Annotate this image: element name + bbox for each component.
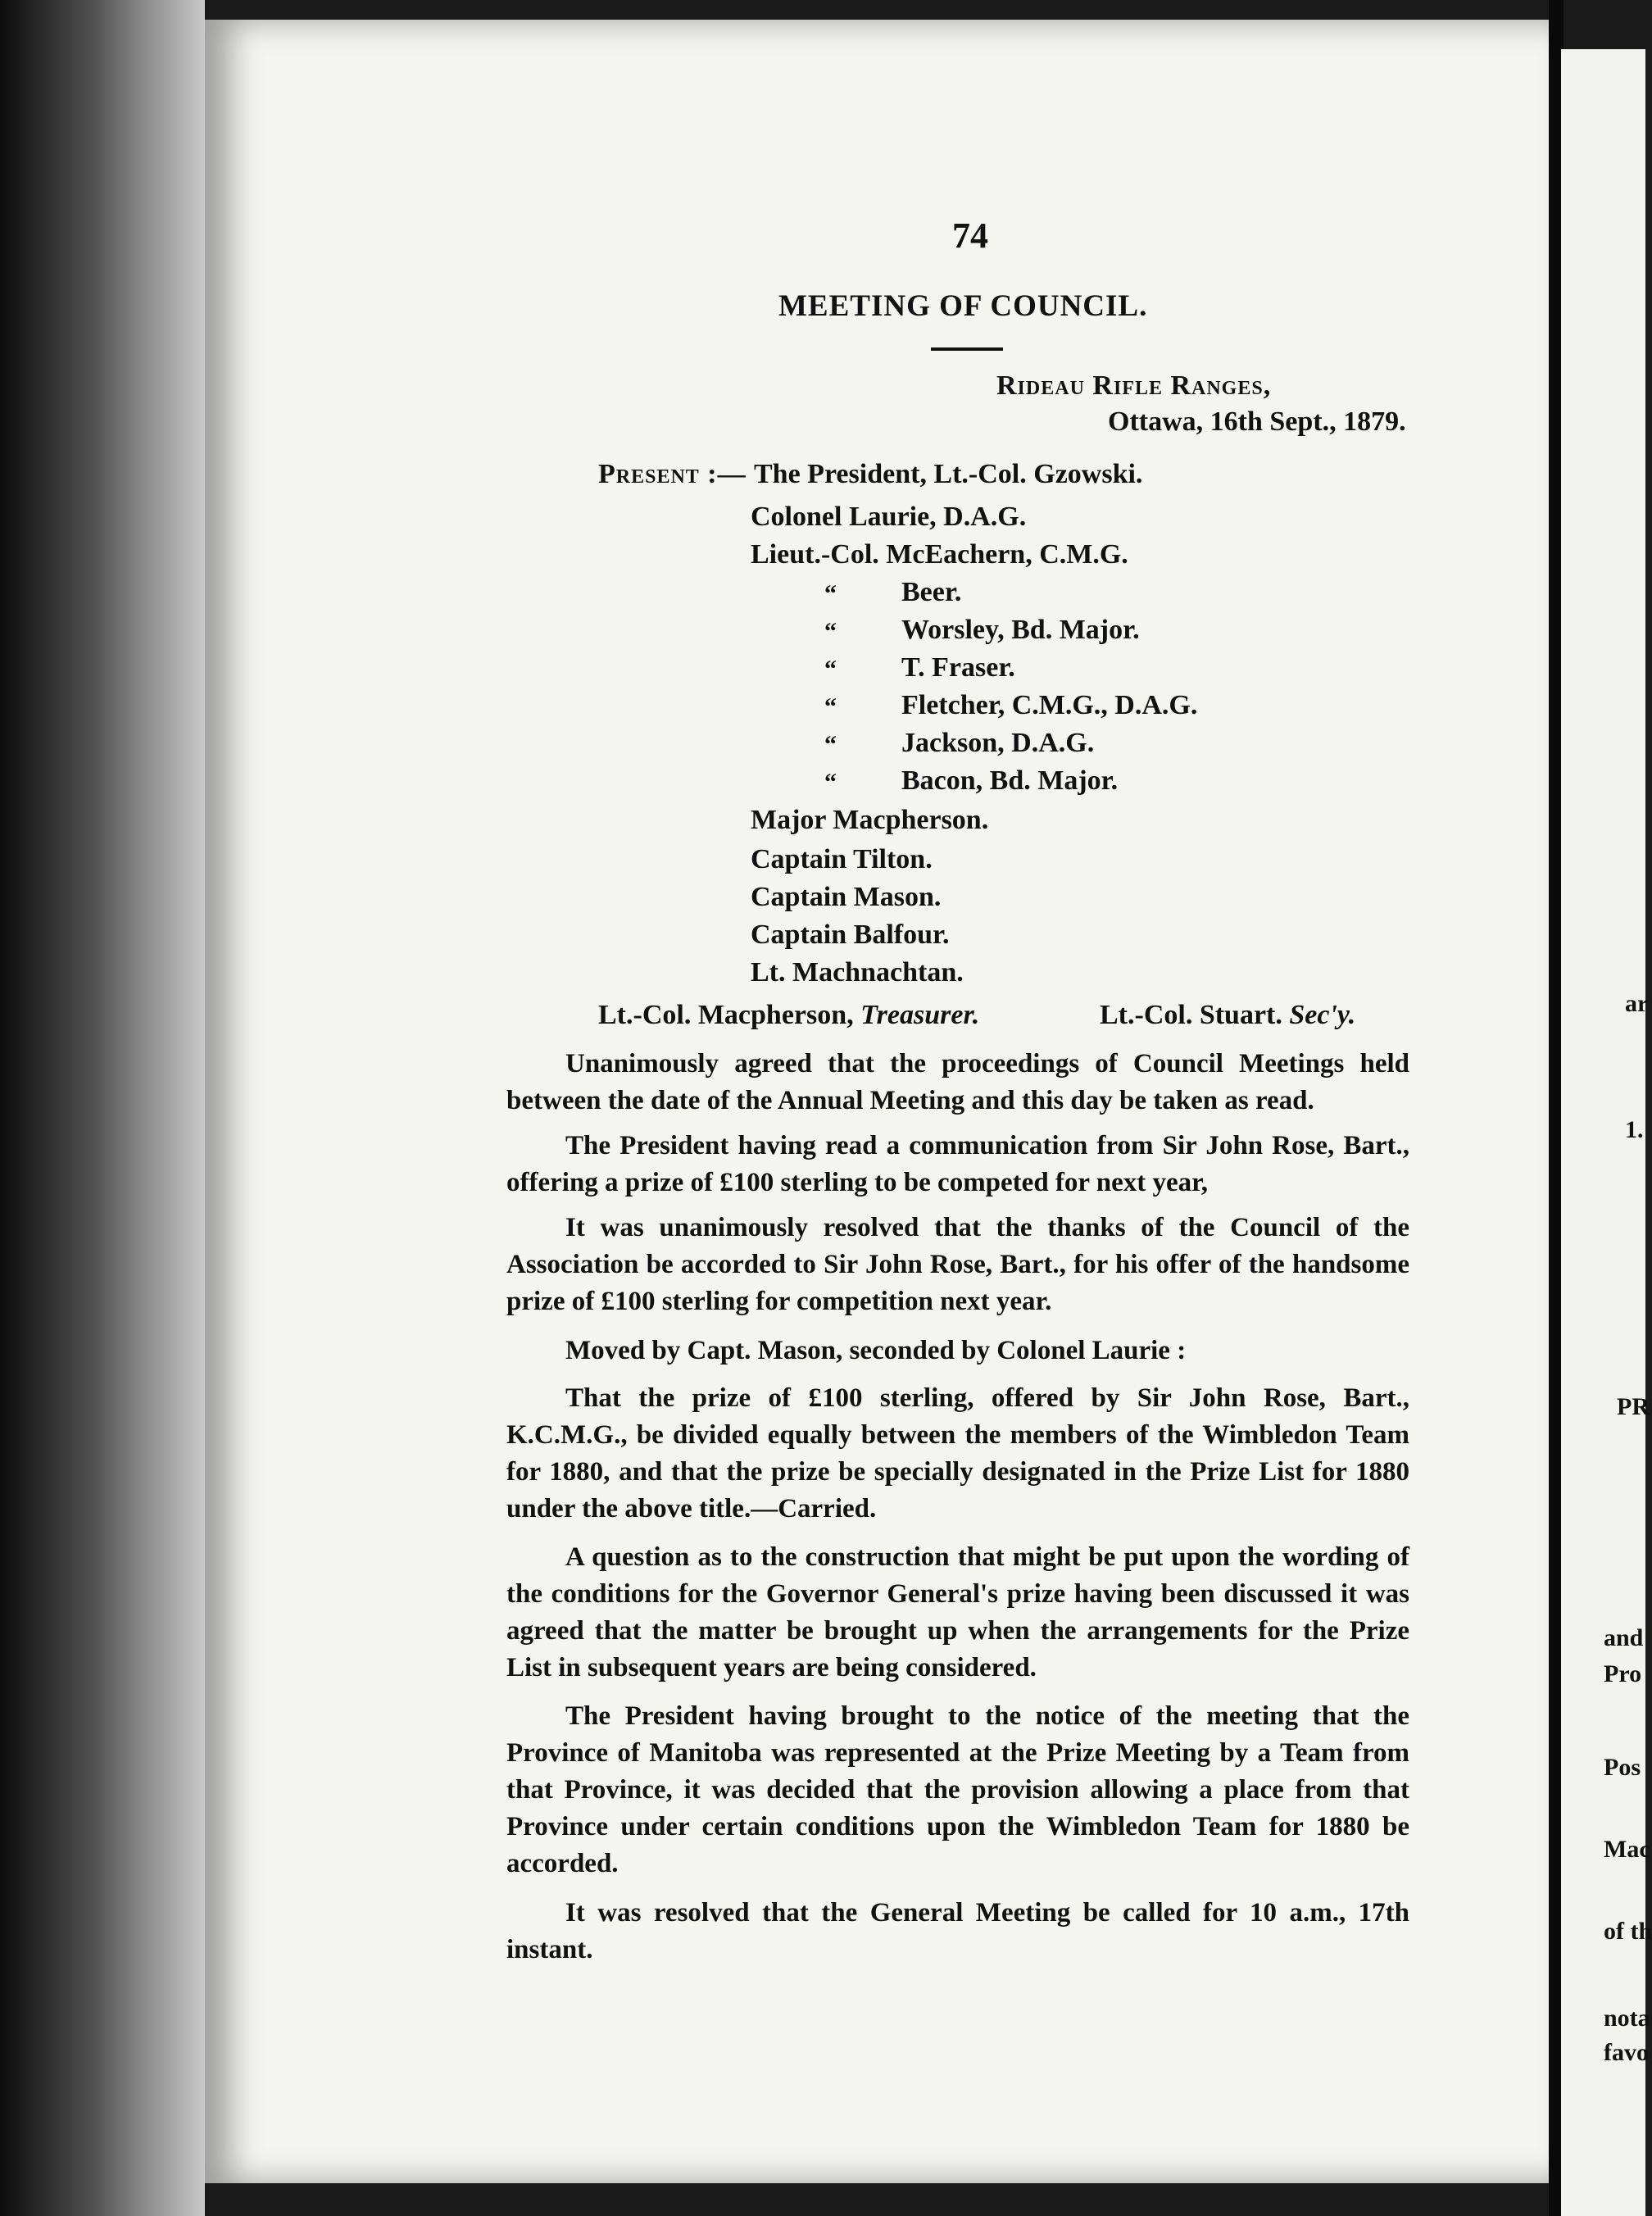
page-title: MEETING OF COUNCIL. xyxy=(778,289,1148,323)
facing-fragment: nota xyxy=(1604,2005,1650,2032)
member-entry: Jackson, D.A.G. xyxy=(901,728,1095,758)
member-entry: Major Macpherson. xyxy=(751,805,989,835)
ditto-mark: “ xyxy=(824,656,837,683)
ditto-mark: “ xyxy=(824,769,837,796)
present-president: The President, Lt.-Col. Gzowski. xyxy=(754,459,1143,489)
facing-fragment: Pro xyxy=(1604,1660,1642,1687)
present-label: Present :— xyxy=(598,459,747,489)
secretary-title: Sec'y. xyxy=(1289,1000,1356,1030)
facing-fragment: ar xyxy=(1625,990,1649,1017)
minutes-paragraph: That the prize of £100 sterling, offered by Sir John Rose, Bart., K.C.M.G., be divided equally between the members of the Wimbledon Team for 1880, and that the prize be specially designated in the Prize List for 1880 under the above title.—Carried. xyxy=(506,1383,1409,1524)
minutes-paragraph: It was resolved that the General Meeting be called for 10 a.m., 17th instant. xyxy=(506,1898,1409,1964)
member-entry: Captain Tilton. xyxy=(751,844,933,874)
member-entry: Bacon, Bd. Major. xyxy=(901,765,1119,796)
page-number: 74 xyxy=(952,216,988,256)
member-entry: Lt. Machnachtan. xyxy=(751,957,964,988)
secretary-line xyxy=(1100,1000,1355,1031)
member-entry: Worsley, Bd. Major. xyxy=(901,615,1140,645)
member-entry: Captain Mason. xyxy=(751,882,942,912)
member-entry: Captain Balfour. xyxy=(751,920,950,950)
treasurer-line xyxy=(598,1000,979,1031)
meeting-location: Rideau Rifle Ranges, xyxy=(996,370,1272,401)
facing-fragment: and xyxy=(1604,1624,1644,1651)
secretary-name: Lt.-Col. Stuart. xyxy=(1100,1000,1282,1030)
title-rule xyxy=(931,347,1003,351)
member-entry: Beer. xyxy=(901,577,962,607)
member-entry: Fletcher, C.M.G., D.A.G. xyxy=(901,690,1198,720)
minutes-paragraph: The President having brought to the notice of the meeting that the Province of Manitoba was represented at the Prize Meeting by a Team from that Province, it was decided that the provision allowing a place from that Province under certain conditions upon the Wimbledon Team for 1880 be accorded. xyxy=(506,1701,1409,1878)
facing-fragment: PR xyxy=(1617,1393,1650,1420)
ditto-mark: “ xyxy=(824,693,837,720)
facing-fragment: 1. xyxy=(1625,1116,1644,1143)
treasurer-title: Treasurer. xyxy=(860,1000,980,1030)
facing-fragment: favo xyxy=(1604,2039,1649,2066)
minutes-paragraph: A question as to the construction that might be put upon the wording of the conditions for the Governor General's prize having been discussed it was agreed that the matter be brought up when the arrangements for the Prize List in subsequent years are being considered. xyxy=(506,1542,1409,1682)
minutes-paragraph: Unanimously agreed that the proceedings of Council Meetings held between the date of the Annual Meeting and this day be taken as read. xyxy=(506,1049,1409,1115)
minutes-paragraph: Moved by Capt. Mason, seconded by Colonel Laurie : xyxy=(565,1336,1187,1365)
member-entry: T. Fraser. xyxy=(901,652,1015,683)
facing-fragment: Pos xyxy=(1604,1754,1641,1781)
ditto-mark: “ xyxy=(824,580,837,607)
facing-fragment: Mac xyxy=(1604,1836,1650,1863)
minutes-paragraph: It was unanimously resolved that the thanks of the Council of the Association be accorded to Sir John Rose, Bart., for his offer of the handsome prize of £100 sterling for competition next year. xyxy=(506,1213,1409,1316)
member-entry: Colonel Laurie, D.A.G. xyxy=(751,502,1027,532)
member-entry: Lieut.-Col. McEachern, C.M.G. xyxy=(751,539,1128,570)
meeting-date: Ottawa, 16th Sept., 1879. xyxy=(1108,406,1406,437)
treasurer-name: Lt.-Col. Macpherson, xyxy=(598,1000,854,1030)
facing-fragment: of th xyxy=(1604,1918,1652,1945)
ditto-mark: “ xyxy=(824,731,837,758)
minutes-paragraph: The President having read a communication from Sir John Rose, Bart., offering a prize of £100 sterling to be competed for next year, xyxy=(506,1131,1409,1197)
ditto-mark: “ xyxy=(824,618,837,645)
